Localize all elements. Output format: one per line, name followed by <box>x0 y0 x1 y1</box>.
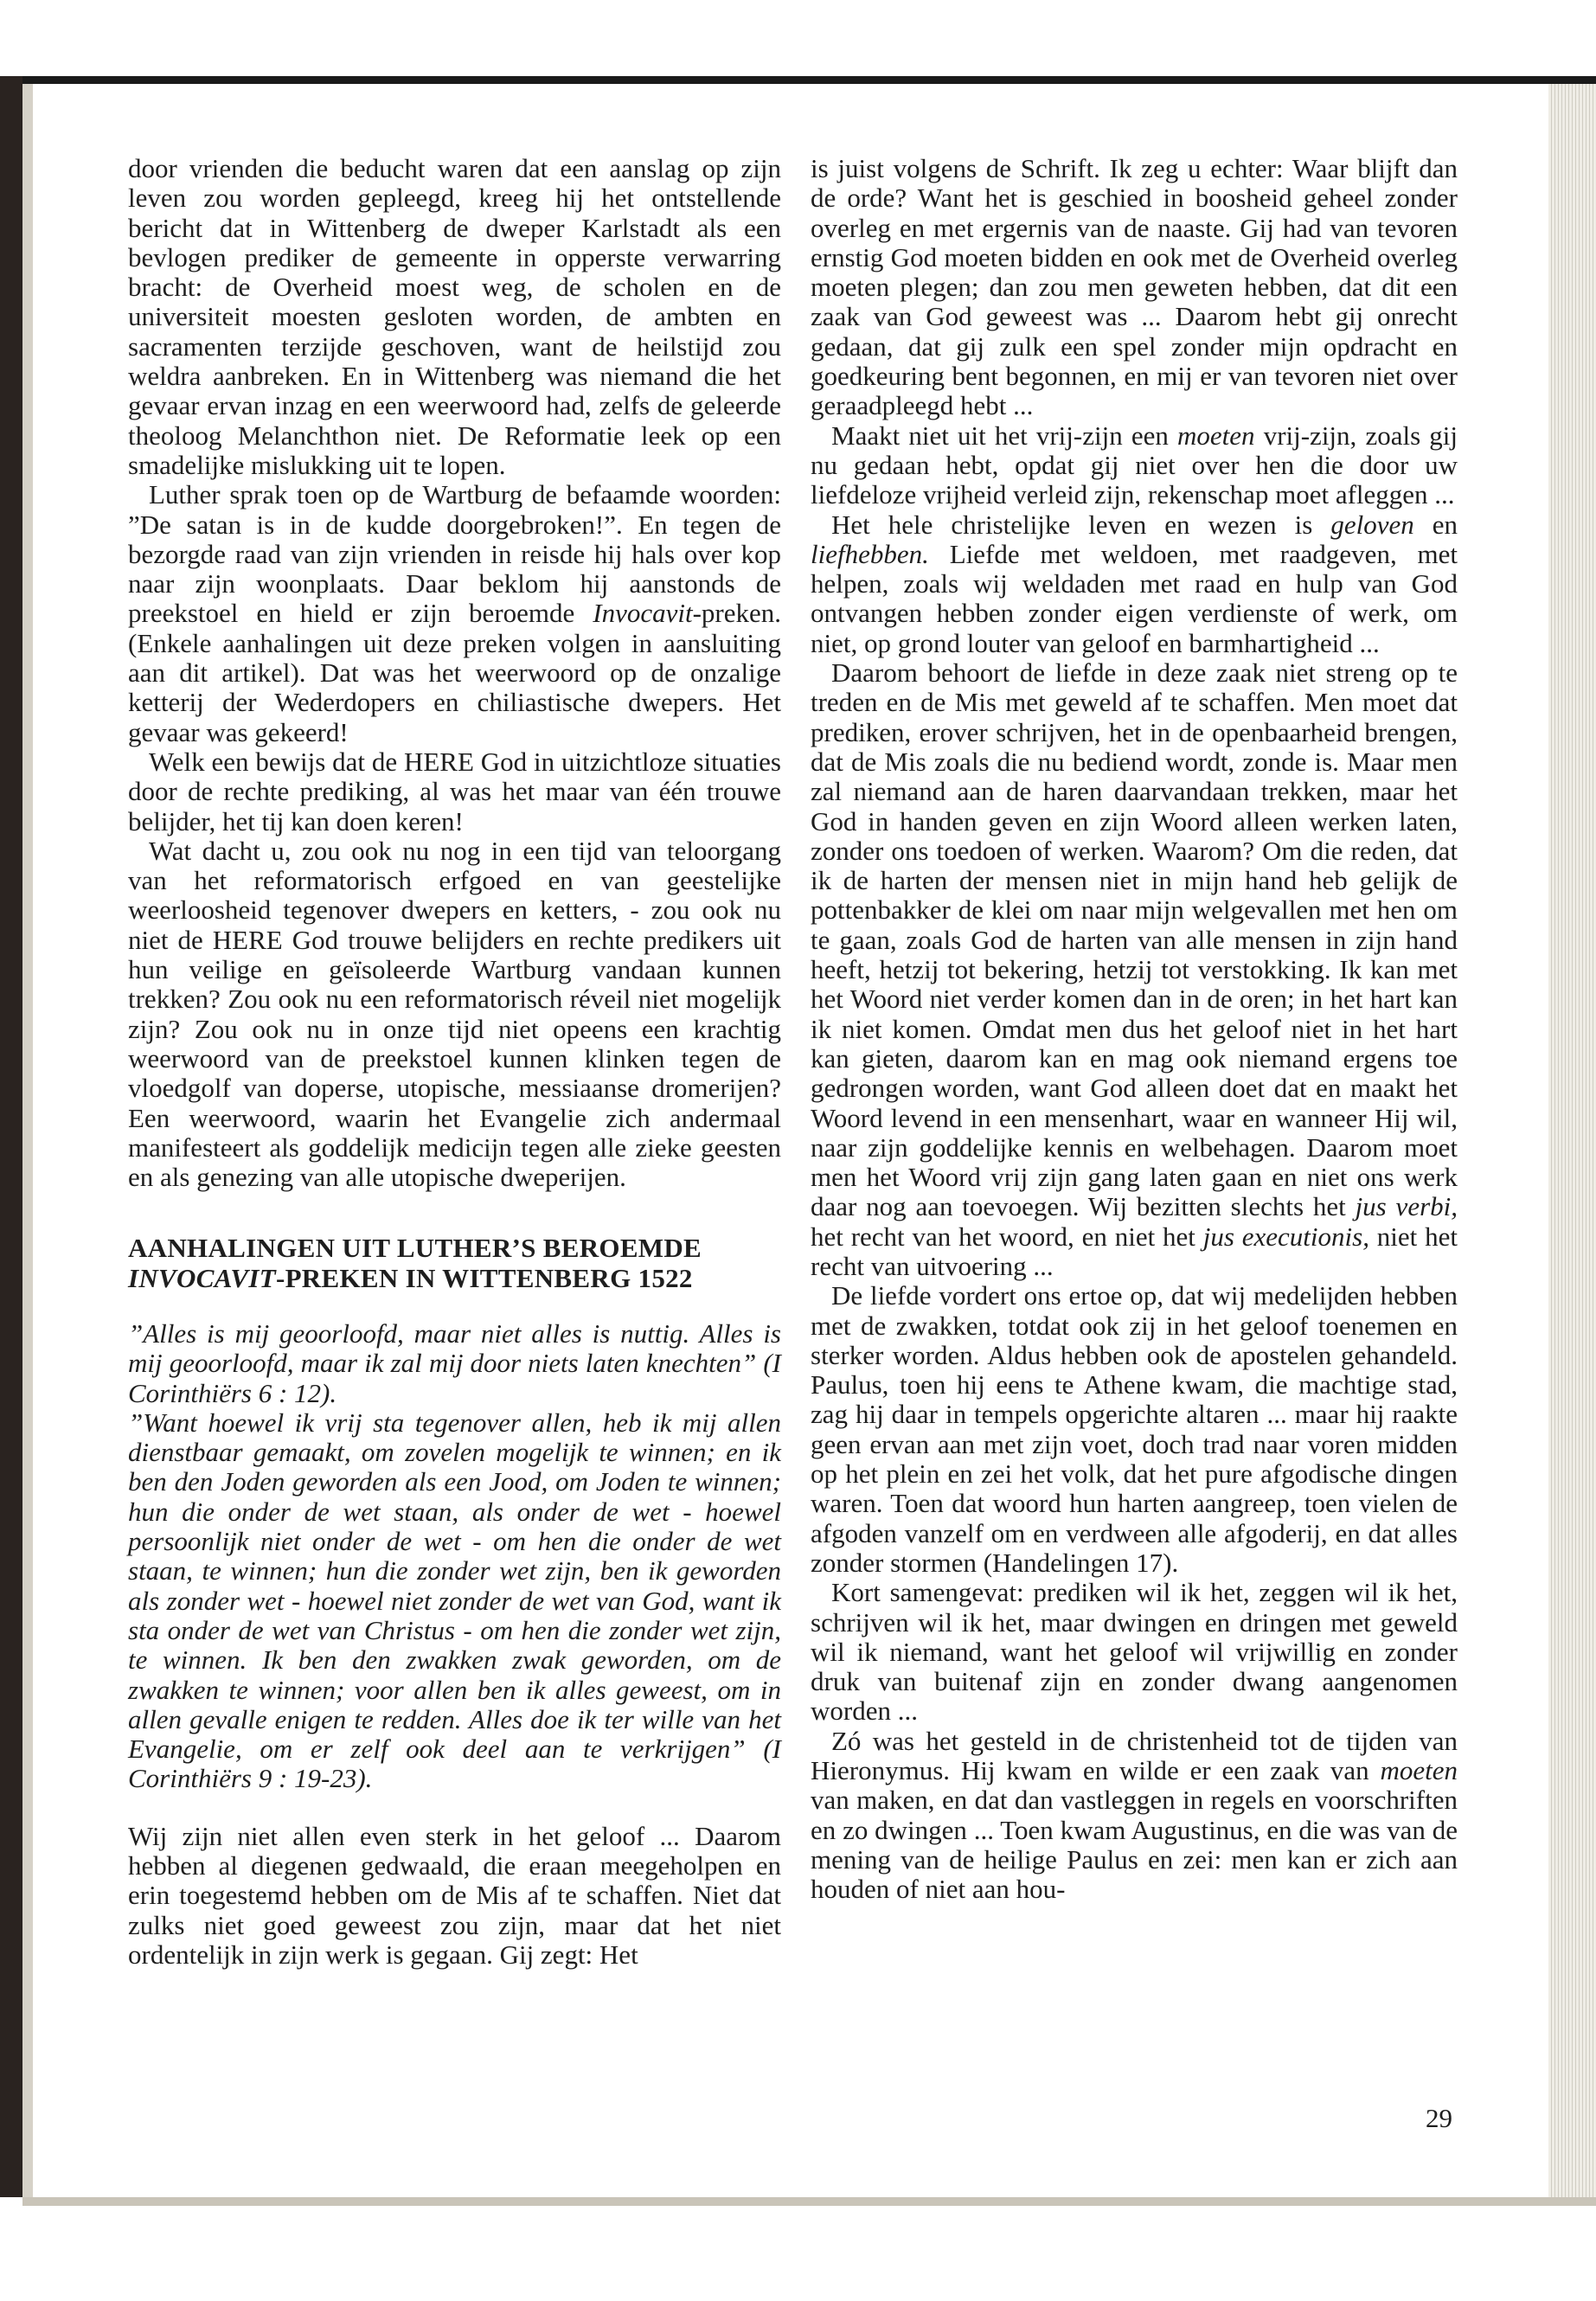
text-run: Het hele christelijke leven en wezen is <box>831 509 1331 540</box>
paragraph <box>811 510 1458 658</box>
scan-top-margin <box>0 0 1596 82</box>
scripture-quote: ”Want hoewel ik vrij sta tegenover allen, heb ik mij allen dienstbaar gemaakt, om zovelen mogelijk te winnen; en ik ben den Joden geworden als een Jood, om Joden te winnen; hun die onder de wet staan, als onder de wet - hoewel persoonlijk niet onder de wet - om hen die onder de wet staan, te winnen; hun die zonder wet zijn, ben ik geworden als zonder wet - hoewel niet zonder de wet van God, want ik sta onder de wet van Christus - om hen die zonder wet zijn, te winnen. Ik ben den zwakken zwak geworden, om de zwakken te winnen; voor allen ben ik alles geweest, om in allen gevalle enigen te redden. Alles doe ik ter wille van het Evangelie, om er zelf ook deel aan te verkrijgen” (I Corinthiërs 9 : 19-23). <box>128 1407 781 1794</box>
paragraph <box>811 658 1458 1281</box>
page-gutter-left <box>22 84 33 2212</box>
right-text-column <box>811 154 1458 1905</box>
text-run: van maken, en dat dan vastleggen in regels en voorschriften en zo dwingen ... Toen kwam Augustinus, en die was van de mening van de heilige Paulus en zei: men kan er zich aan houden of niet aan hou- <box>811 1785 1458 1905</box>
scripture-quote: ”Alles is mij geoorloofd, maar niet alles is nuttig. Alles is mij geoorloofd, maar ik zal mij door niets laten knechten” (I Corinthiërs 6 : 12). <box>128 1317 781 1408</box>
italic-term: jus executionis, <box>1202 1221 1369 1252</box>
text-run: niet het recht van uitvoering ... <box>811 1221 1458 1281</box>
text-run: vrij-zijn, zoals gij nu gedaan hebt, opdat gij niet over hen die door uw liefdeloze vrijheid verleid zijn, rekenschap moet afleggen ... <box>811 420 1458 510</box>
left-text-column <box>128 154 781 1970</box>
heading-line: AANHALINGEN UIT LUTHER’S BEROEMDE <box>128 1233 702 1264</box>
text-run: Zó was het gesteld in de christenheid tot de tijden van Hieronymus. Hij kwam en wilde er een zaak van <box>811 1725 1458 1786</box>
italic-term: geloven <box>1330 509 1414 540</box>
italic-term: liefhebben. <box>811 538 929 569</box>
paragraph: Welk een bewijs dat de HERE God in uitzichtloze situaties door de rechte prediking, al was het maar van één trouwe belijder, het tij kan doen keren! <box>128 746 781 836</box>
paragraph: De liefde vordert ons ertoe op, dat wij medelijden hebben met de zwakken, totdat ook zij in het geloof toenemen en sterker worden. Aldus hebben ook de apostelen gehandeld. Paulus, toen hij eens te Athene kwam, die machtige stad, zag hij daar in tempels opgerichte altaren ... maar hij raakte geen ervan aan met zijn voet, doch trad naar voren midden op het plein en zei het volk, dat het pure afgodische dingen waren. Toen dat woord hun harten aangreep, toen vielen de afgoden vanzelf om en verdween alle afgoderij, en dat alles zonder stormen (Handelingen 17). <box>811 1280 1458 1578</box>
text-run: -preken. (Enkele aanhalingen uit deze preken volgen in aansluiting aan dit artikel). Dat was het weerwoord op de onzalige ketterij der Wederdopers en chiliastische dwepers. Het gevaar was gekeerd! <box>128 598 781 747</box>
paragraph: Wij zijn niet allen even sterk in het geloof ... Daarom hebben al diegenen gedwaald, die eraan meegeholpen en erin toegestemd hebben om de Mis af te schaffen. Niet dat zulks niet goed geweest zou zijn, maar dat het niet ordentelijk in zijn werk is gegaan. Gij zegt: Het <box>128 1820 781 1970</box>
page-number: 29 <box>1426 2103 1452 2133</box>
page-edge-bottom <box>22 2197 1596 2206</box>
italic-term: Invocavit <box>593 598 693 629</box>
italic-term: jus verbi, <box>1355 1191 1458 1222</box>
book-binding-left <box>0 76 22 2230</box>
text-run: Maakt niet uit het vrij-zijn een <box>831 420 1178 451</box>
book-binding-top <box>0 76 1596 84</box>
spacer <box>128 1794 781 1822</box>
scan-bottom-margin <box>0 2197 1596 2301</box>
paragraph: Wat dacht u, zou ook nu nog in een tijd van teloorgang van het reformatorisch erfgoed en van geestelijke weerloosheid tegenover dwepers en ketters, - zou ook nu niet de HERE God trouwe belijders en rechte predikers uit hun veilige en geïsoleerde Wartburg vandaan kunnen trekken? Zou ook nu een reformatorisch réveil niet mogelijk zijn? Zou ook nu in onze tijd niet opeens een krachtig weerwoord van de preekstoel kunnen klinken tegen de vloedgolf van doperse, utopische, messiaanse dromerijen? Een weerwoord, waarin het Evangelie zich andermaal manifesteert als goddelijk medicijn tegen alle zieke geesten en als genezing van alle utopische dweperijen. <box>128 835 781 1193</box>
paragraph: is juist volgens de Schrift. Ik zeg u echter: Waar blijft dan de orde? Want het is geschied in boosheid geheel zonder overleg en met ergernis van de naaste. Gij had van tevoren ernstig God moeten bidden en ook met de Overheid overleg moeten plegen; dan zou men geweten hebben, dat dit een zaak van God geweest was ... Daarom hebt gij onrecht gedaan, dat gij zulk een spel zonder mijn opdracht en goedkeuring bent begonnen, en mij er van tevoren niet over geraadpleegd hebt ... <box>811 153 1458 421</box>
text-run: en <box>1413 509 1458 540</box>
paragraph <box>128 480 781 747</box>
text-run: Liefde met weldoen, met raadgeven, met helpen, zoals wij weldaden met raad en hulp van God ontvangen hebben zonder eigen verdienste of werk, om niet, op grond louter van geloof en barmhartigheid ... <box>811 538 1458 658</box>
heading-italic-term: INVOCAVIT <box>128 1262 276 1293</box>
text-run: het recht van het woord, en niet het <box>811 1221 1203 1252</box>
text-run: Luther sprak toen op de Wartburg de befaamde woorden: ”De satan is in de kudde doorgebroken!”. En tegen de bezorgde raad van zijn vrienden in reisde hij hals over kop naar zijn woonplaats. Daar beklom hij aanstonds de preekstoel en hield er zijn beroemde <box>128 479 781 629</box>
paragraph: door vrienden die beducht waren dat een aanslag op zijn leven zou worden gepleegd, kreeg hij het ontstellende bericht dat in Wittenberg de dweper Karlstadt als een bevlogen prediker de gemeente in opperste verwarring bracht: de Overheid moest weg, de scholen en de universiteit moesten gesloten worden, de ambten en sacramenten terzijde geschoven, want de heilstijd zou weldra aanbreken. En in Wittenberg was niemand die het gevaar ervan inzag en een weerwoord had, zelfs de geleerde theoloog Melanchthon niet. De Reformatie leek op een smadelijke mislukking uit te lopen. <box>128 153 781 480</box>
paragraph <box>811 1727 1458 1905</box>
text-run: Daarom behoort de liefde in deze zaak niet streng op te treden en de Mis met geweld af te schaffen. Men moet dat prediken, erover schrijven, het in de openbaarheid brengen, dat de Mis zoals die nu bediend wordt, zonde is. Maar men zal niemand aan de haren daarvandaan trekken, maar het God in handen geven en zijn Woord alleen werken laten, zonder ons toedoen of werken. Waarom? Om die reden, dat ik de harten der mensen niet in mijn hand heb gelijk de pottenbakker de klei om naar mijn welgevallen met hen om te gaan, zoals God de harten van alle mensen in zijn hand heeft, hetzij tot bekering, hetzij tot verstokking. Ik kan met het Woord niet verder komen dan in de oren; in het hart kan ik niet komen. Omdat men dus het geloof niet in het hart kan gieten, daarom kan en mag ook niemand ergens toe gedrongen worden, want God alleen doet dat en maakt het Woord levend in een mensenhart, waar en wanneer Hij wil, naar zijn goddelijke kennis en welbehagen. Daarom moet men het Woord vrij zijn gang laten gaan en niet ons werk daar nog aan toevoegen. Wij bezitten slechts het <box>811 657 1458 1222</box>
spacer <box>128 1192 781 1234</box>
section-heading <box>128 1234 781 1293</box>
italic-term: moeten <box>1177 420 1255 451</box>
paragraph: Kort samengevat: prediken wil ik het, zeggen wil ik het, schrijven wil ik het, maar dwingen en dringen met geweld wil ik niemand, want het geloof wil vrijwillig en zonder druk van buitenaf zijn en zonder dwang aangenomen worden ... <box>811 1577 1458 1727</box>
page-edges-right <box>1548 84 1596 2229</box>
heading-line: -PREKEN IN WITTENBERG 1522 <box>275 1262 693 1293</box>
paragraph <box>811 421 1458 510</box>
italic-term: moeten <box>1380 1755 1458 1786</box>
spacer <box>128 1293 781 1319</box>
